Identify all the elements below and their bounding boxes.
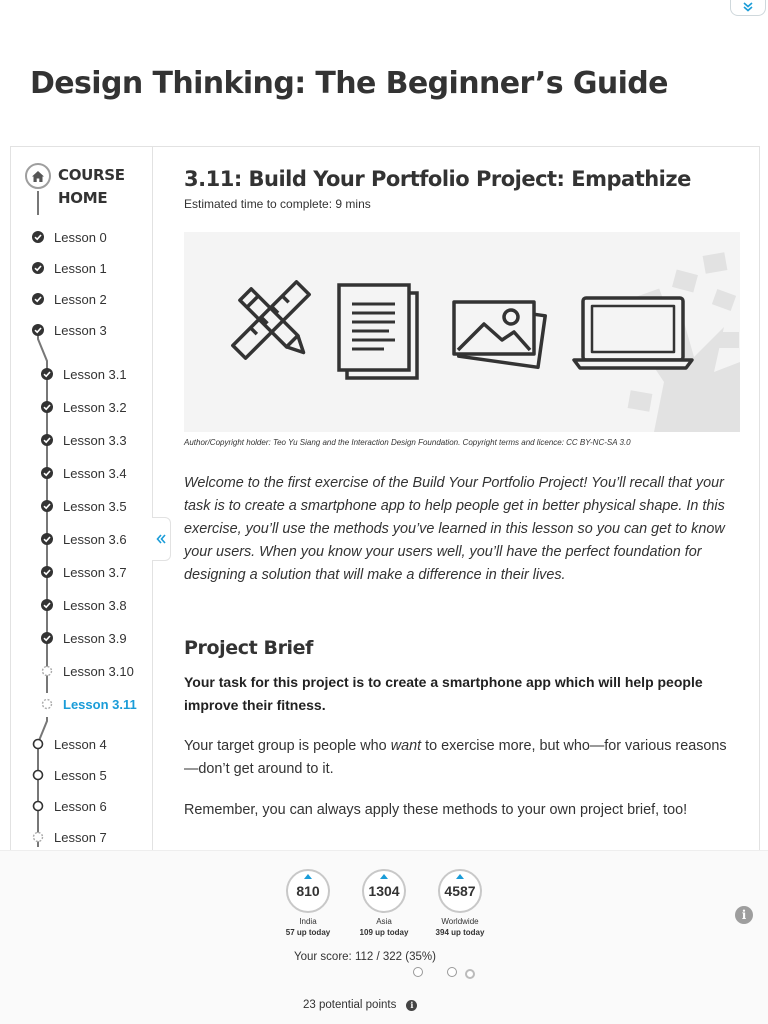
sidebar-item-lesson[interactable] — [41, 463, 127, 483]
check-circle-icon — [41, 401, 53, 413]
sidebar-item-label: Lesson 3.3 — [63, 432, 127, 448]
dashed-circle-icon — [41, 665, 53, 677]
check-circle-icon — [32, 324, 44, 336]
expand-chevron-button[interactable] — [730, 0, 766, 16]
up-arrow-icon — [456, 874, 464, 879]
sidebar-item-label: Lesson 3.5 — [63, 498, 127, 514]
sidebar-item-label: Lesson 3.2 — [63, 399, 127, 415]
emphasis-want: want — [390, 738, 422, 754]
course-home-button[interactable] — [25, 163, 51, 189]
image-icon — [454, 302, 545, 367]
sidebar-item-lesson[interactable] — [41, 430, 127, 450]
check-circle-icon — [41, 599, 53, 611]
image-caption: Author/Copyright holder: Teo Yu Siang and the Interaction Design Foundation. Copyright terms and licence: CC BY-NC-SA 3.0 — [184, 438, 631, 447]
sidebar-item-lesson[interactable] — [41, 661, 134, 681]
check-circle-icon — [41, 467, 53, 479]
info-icon[interactable]: i — [406, 1000, 417, 1011]
stat-india: 810 India 57 up today — [273, 869, 343, 937]
score-text: Your score: 112 / 322 (35%) — [294, 951, 436, 963]
sidebar-item-label: Lesson 4 — [54, 736, 107, 752]
score-footer — [0, 850, 768, 1024]
sidebar-item-lesson[interactable] — [32, 289, 107, 309]
sidebar-item-lesson[interactable] — [41, 496, 127, 516]
sidebar-item-lesson[interactable] — [32, 258, 107, 278]
double-chevron-down-icon — [742, 2, 754, 12]
sidebar-item-label: Lesson 5 — [54, 767, 107, 783]
sidebar-item-label: Lesson 3.4 — [63, 465, 127, 481]
sidebar-item-lesson[interactable] — [41, 562, 127, 582]
open-circle-icon — [32, 800, 44, 812]
intro-paragraph: Welcome to the first exercise of the Build Your Portfolio Project! You’ll recall that your task is to create a smartphone app to help people get in better physical shape. In this exercise, you’ll use the methods you’ve learned in this lesson so you can get to know your users. When you know your users well, you’ll have the perfect foundation for designing a solution that will make a difference in their lives. — [184, 475, 725, 583]
sidebar-item-lesson[interactable] — [32, 827, 107, 847]
check-circle-icon — [41, 533, 53, 545]
target-group-paragraph: Your target group is people who want to exercise more, but who—for various reasons—don’t get around to it. — [184, 738, 727, 777]
sidebar-item-label: Lesson 6 — [54, 798, 107, 814]
sidebar-item-lesson[interactable] — [41, 694, 137, 714]
sidebar-item-label: Lesson 3.10 — [63, 663, 134, 679]
sidebar-item-lesson[interactable] — [32, 765, 107, 785]
info-icon[interactable]: i — [735, 906, 753, 924]
project-brief-bold: Your task for this project is to create a smartphone app which will help people improve their fitness. — [184, 674, 703, 713]
check-circle-icon — [32, 293, 44, 305]
stat-circle: 810 — [286, 869, 330, 913]
up-arrow-icon — [380, 874, 388, 879]
collapse-sidebar-button[interactable] — [152, 517, 171, 561]
sidebar-item-lesson[interactable] — [32, 320, 107, 340]
sidebar-item-lesson[interactable] — [41, 364, 127, 384]
sidebar-item-label: Lesson 3.8 — [63, 597, 127, 613]
estimated-time: Estimated time to complete: 9 mins — [184, 197, 371, 211]
sidebar-item-label: Lesson 3.1 — [63, 366, 127, 382]
double-chevron-left-icon — [156, 534, 166, 544]
sidebar-item-label: Lesson 3.7 — [63, 564, 127, 580]
sidebar-item-label: Lesson 3.11 — [63, 696, 137, 712]
stat-asia: 1304 Asia 109 up today — [349, 869, 419, 937]
hero-illustration — [184, 232, 740, 432]
open-circle-icon — [32, 738, 44, 750]
check-circle-icon — [41, 632, 53, 644]
remember-paragraph: Remember, you can always apply these methods to your own project brief, too! — [184, 802, 688, 818]
stat-worldwide: 4587 Worldwide 394 up today — [425, 869, 495, 937]
stat-circle: 4587 — [438, 869, 482, 913]
document-icon — [339, 285, 417, 378]
check-circle-icon — [32, 262, 44, 274]
sidebar-item-label: Lesson 7 — [54, 829, 107, 845]
sidebar-item-label: Lesson 3 — [54, 322, 107, 338]
check-circle-icon — [41, 368, 53, 380]
sidebar-item-lesson[interactable] — [41, 397, 127, 417]
dashed-circle-icon — [41, 698, 53, 710]
sidebar-item-lesson[interactable] — [41, 529, 127, 549]
sidebar-item-label: Lesson 0 — [54, 229, 107, 245]
point-dot — [413, 967, 423, 977]
check-circle-icon — [41, 500, 53, 512]
laptop-icon — [574, 298, 692, 368]
check-circle-icon — [41, 566, 53, 578]
point-dot — [465, 969, 475, 979]
sidebar-item-label: Lesson 3.6 — [63, 531, 127, 547]
home-icon — [32, 171, 44, 182]
lesson-sidebar — [11, 147, 153, 867]
dashed-circle-icon — [32, 831, 44, 843]
sidebar-item-lesson[interactable] — [41, 595, 127, 615]
hero-image — [184, 232, 740, 432]
up-arrow-icon — [304, 874, 312, 879]
sidebar-item-label: Lesson 1 — [54, 260, 107, 276]
lesson-title: 3.11: Build Your Portfolio Project: Empathize — [184, 167, 691, 191]
design-tools-icon — [233, 282, 309, 358]
check-circle-icon — [41, 434, 53, 446]
open-circle-icon — [32, 769, 44, 781]
sidebar-item-lesson[interactable] — [41, 628, 127, 648]
sidebar-item-lesson[interactable] — [32, 796, 107, 816]
lesson-frame — [10, 146, 760, 866]
check-circle-icon — [32, 231, 44, 243]
point-dot — [447, 967, 457, 977]
potential-points: 23 potential points i — [303, 999, 417, 1011]
sidebar-item-label: Lesson 3.9 — [63, 630, 127, 646]
sidebar-item-label: Lesson 2 — [54, 291, 107, 307]
section-heading: Project Brief — [184, 637, 314, 659]
page-title: Design Thinking: The Beginner’s Guide — [30, 66, 668, 101]
course-home-link[interactable]: COURSE HOME — [58, 166, 125, 207]
sidebar-item-lesson[interactable] — [32, 734, 107, 754]
stat-circle: 1304 — [362, 869, 406, 913]
sidebar-item-lesson[interactable] — [32, 227, 107, 247]
